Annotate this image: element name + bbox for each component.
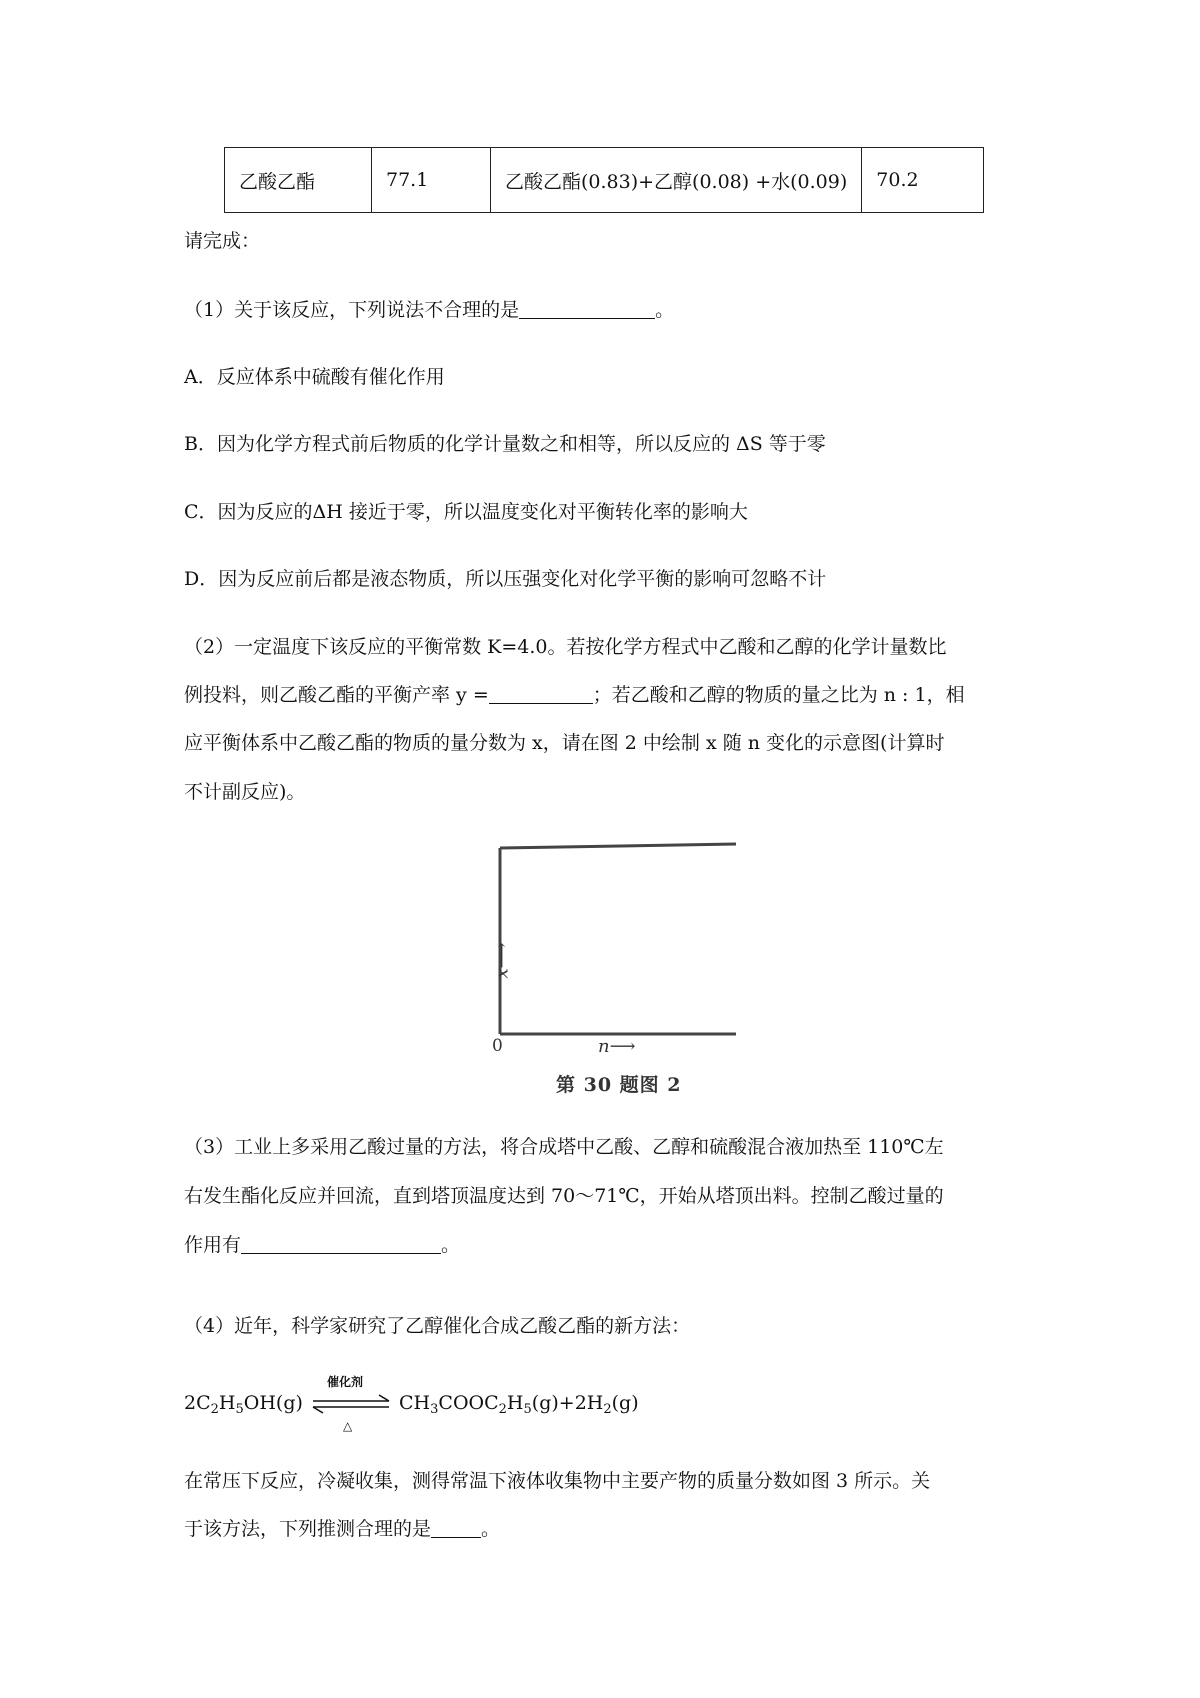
answer-blank[interactable] — [519, 298, 655, 319]
q4-line: 在常压下反应，冷凝收集，测得常温下液体收集物中主要产物的质量分数如图 3 所示。关 — [184, 1470, 931, 1492]
heat-label: △ — [342, 1419, 353, 1433]
products: $CH_3COOC_2H_5(g)+2H_2(g)$ — [399, 1392, 639, 1417]
x-axis-label: n⟶ — [598, 1036, 636, 1057]
q1-option-a: A．反应体系中硫酸有催化作用 — [184, 366, 445, 388]
figure-2-axes — [478, 838, 738, 1068]
q1-option-b: B．因为化学方程式前后物质的化学计量数之和相等，所以反应的 ΔS 等于零 — [184, 433, 826, 455]
property-table — [224, 147, 984, 213]
q2-line: 应平衡体系中乙酸乙酯的物质的量分数为 x，请在图 2 中绘制 x 随 n 变化的示意图(计算时 — [184, 732, 945, 754]
q4-line: 于该方法，下列推测合理的是 。 — [184, 1518, 501, 1540]
table-cell: 乙酸乙酯(0.83)+乙醇(0.08) +水(0.09) — [491, 148, 862, 213]
equilibrium-arrow — [309, 1375, 393, 1433]
q2-line: 例投料，则乙酸乙酯的平衡产率 y = ；若乙酸和乙醇的物质的量之比为 n : 1，相 — [184, 684, 965, 706]
q1-option-c: C．因为反应的ΔH 接近于零，所以温度变化对平衡转化率的影响大 — [184, 501, 748, 523]
table-cell: 乙酸乙酯 — [225, 148, 372, 213]
q1-stem: （1）关于该反应，下列说法不合理的是 。 — [184, 299, 675, 321]
q3-line: （3）工业上多采用乙酸过量的方法，将合成塔中乙酸、乙醇和硫酸混合液加热至 110℃左 — [184, 1136, 944, 1158]
reaction-equation — [184, 1375, 639, 1433]
answer-blank[interactable] — [241, 1233, 441, 1254]
intro-text: 请完成： — [184, 230, 261, 252]
figure-caption: 第 30 题图 2 — [556, 1074, 682, 1096]
answer-blank[interactable] — [431, 1517, 481, 1538]
answer-blank[interactable] — [489, 683, 593, 704]
q1-option-d: D．因为反应前后都是液态物质，所以压强变化对化学平衡的影响可忽略不计 — [184, 568, 827, 590]
q2-line: 不计副反应)。 — [184, 781, 306, 803]
origin-label: 0 — [492, 1036, 503, 1056]
y-axis-label: x⟶ — [491, 942, 513, 979]
table-cell: 77.1 — [372, 148, 491, 213]
q3-line: 右发生酯化反应并回流，直到塔顶温度达到 70～71℃，开始从塔顶出料。控制乙酸过量的 — [184, 1185, 944, 1207]
figure-2 — [478, 838, 738, 1100]
q2-line: （2）一定温度下该反应的平衡常数 K=4.0。若按化学方程式中乙酸和乙醇的化学计量数比 — [184, 636, 947, 658]
q3-line: 作用有 。 — [184, 1234, 461, 1256]
table-row — [225, 148, 984, 213]
reactant: $2C_2H_5OH(g)$ — [184, 1392, 303, 1417]
table-cell: 70.2 — [862, 148, 984, 213]
catalyst-label: 催化剂 — [326, 1375, 363, 1389]
q4-line: （4）近年，科学家研究了乙醇催化合成乙酸乙酯的新方法： — [184, 1315, 691, 1337]
